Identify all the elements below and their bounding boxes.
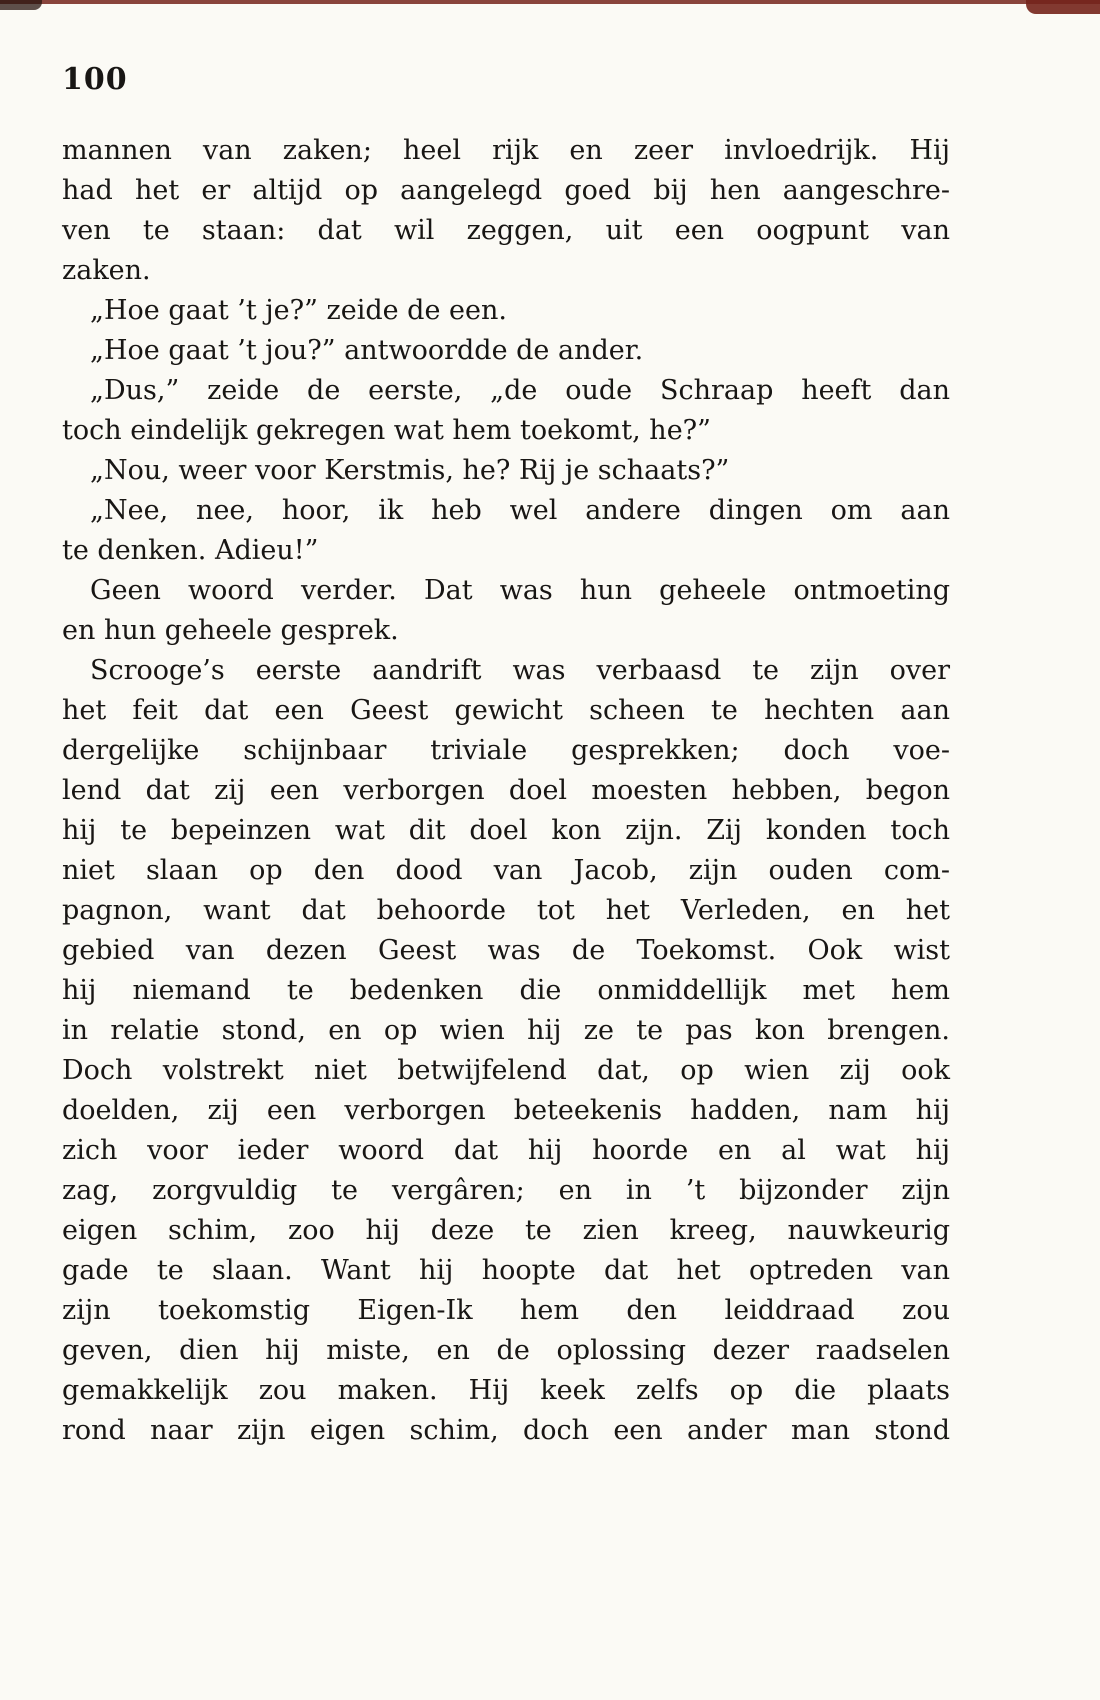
text-line: het feit dat een Geest gewicht scheen te hechten aan <box>62 695 950 726</box>
text-line: zijn toekomstig Eigen-Ik hem den leiddraad zou <box>62 1295 950 1326</box>
paragraph <box>62 131 950 291</box>
text-line: gemakkelijk zou maken. Hij keek zelfs op die plaats <box>62 1375 950 1406</box>
text-line: mannen van zaken; heel rijk en zeer invloedrijk. Hij <box>62 135 950 166</box>
paragraph <box>62 371 950 451</box>
text-line: „Nou, weer voor Kerstmis, he? Rij je schaats?” <box>90 455 730 486</box>
paragraph <box>62 331 950 371</box>
text-line: en hun geheele gesprek. <box>62 615 399 646</box>
text-line: „Dus,” zeide de eerste, „de oude Schraap heeft dan <box>90 375 950 406</box>
text-line: niet slaan op den dood van Jacob, zijn ouden com- <box>62 855 950 886</box>
text-line: hij niemand te bedenken die onmiddellijk met hem <box>62 975 950 1006</box>
text-line: „Nee, nee, hoor, ik heb wel andere dingen om aan <box>90 495 950 526</box>
text-line: Doch volstrekt niet betwijfelend dat, op wien zij ook <box>62 1055 950 1086</box>
text-line: doelden, zij een verborgen beteekenis hadden, nam hij <box>62 1095 950 1126</box>
text-line: Geen woord verder. Dat was hun geheele ontmoeting <box>90 575 950 606</box>
paragraph <box>62 571 950 651</box>
text-line: lend dat zij een verborgen doel moesten hebben, begon <box>62 775 950 806</box>
text-line: ven te staan: dat wil zeggen, uit een oogpunt van <box>62 215 950 246</box>
text-block <box>62 131 950 1451</box>
paragraph <box>62 651 950 1451</box>
text-line: te denken. Adieu!” <box>62 535 319 566</box>
scan-artifact-top-right <box>1026 0 1100 14</box>
scan-artifact-top-edge <box>0 0 1100 4</box>
text-line: zich voor ieder woord dat hij hoorde en al wat hij <box>62 1135 950 1166</box>
text-line: hij te bepeinzen wat dit doel kon zijn. Zij konden toch <box>62 815 950 846</box>
text-line: toch eindelijk gekregen wat hem toekomt, he?” <box>62 415 711 446</box>
text-line: zaken. <box>62 255 151 286</box>
text-line: zag, zorgvuldig te vergâren; en in ’t bijzonder zijn <box>62 1175 950 1206</box>
text-line: „Hoe gaat ’t je?” zeide de een. <box>90 295 507 326</box>
text-line: pagnon, want dat behoorde tot het Verleden, en het <box>62 895 950 926</box>
text-line: gebied van dezen Geest was de Toekomst. Ook wist <box>62 935 950 966</box>
text-line: in relatie stond, en op wien hij ze te pas kon brengen. <box>62 1015 950 1046</box>
text-line: had het er altijd op aangelegd goed bij hen aangeschre- <box>62 175 950 206</box>
text-line: Scrooge’s eerste aandrift was verbaasd te zijn over <box>90 655 950 686</box>
text-line: gade te slaan. Want hij hoopte dat het optreden van <box>62 1255 950 1286</box>
text-line: dergelijke schijnbaar triviale gesprekken; doch voe- <box>62 735 950 766</box>
text-line: geven, dien hij miste, en de oplossing dezer raadselen <box>62 1335 950 1366</box>
text-line: rond naar zijn eigen schim, doch een ander man stond <box>62 1415 950 1446</box>
paragraph <box>62 291 950 331</box>
paragraph <box>62 491 950 571</box>
paragraph <box>62 451 950 491</box>
page-number: 100 <box>62 62 128 97</box>
text-line: „Hoe gaat ’t jou?” antwoordde de ander. <box>90 335 644 366</box>
text-line: eigen schim, zoo hij deze te zien kreeg, nauwkeurig <box>62 1215 950 1246</box>
scan-artifact-top-left <box>0 0 42 10</box>
